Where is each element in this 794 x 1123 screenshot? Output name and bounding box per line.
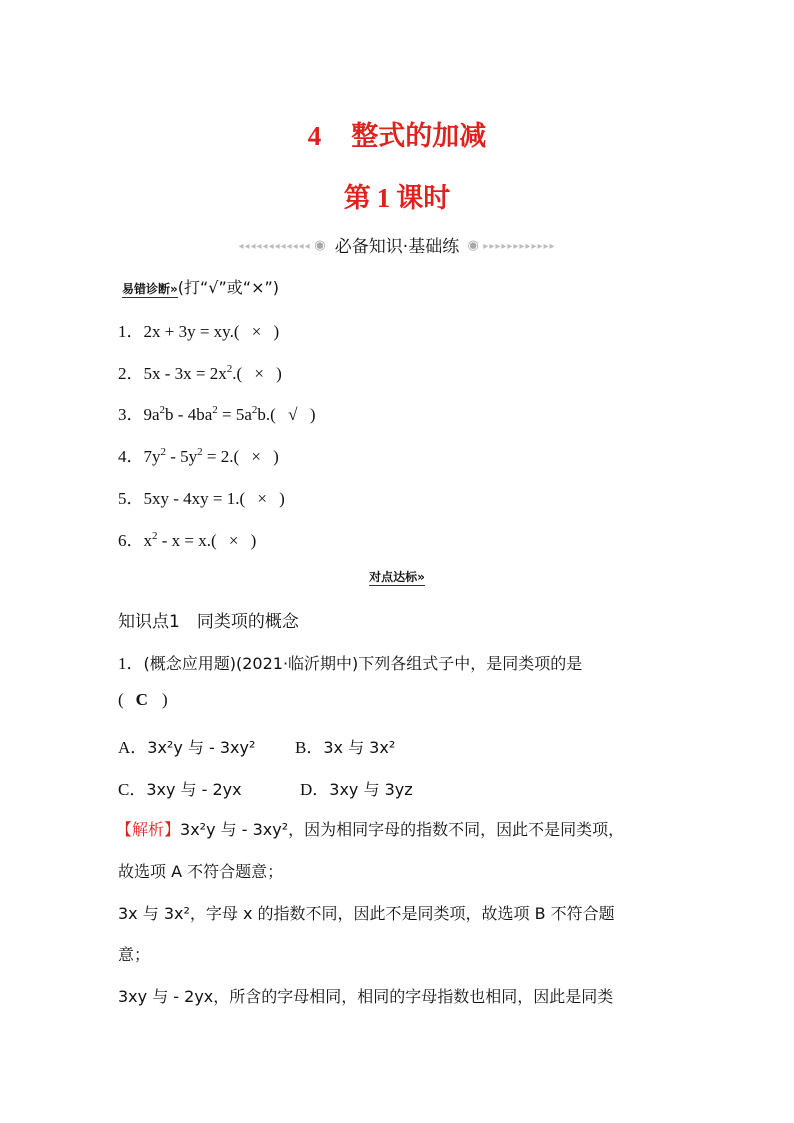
diagnosis-header [122, 275, 279, 298]
option-text: 3xy 与 - 2yx [146, 780, 242, 799]
item-expression: = 5a [217, 405, 252, 424]
item-expression: b.( [257, 405, 276, 424]
lesson-number: 1 [376, 183, 391, 213]
item-exponent: 2 [212, 404, 218, 416]
answer-close: ) [161, 690, 168, 709]
item-expression: .( [232, 364, 243, 383]
chapter-number: 4 [307, 121, 322, 151]
question-text: 下列各组式子中，是同类项的是 [358, 654, 583, 673]
diagnosis-item-4 [118, 442, 279, 467]
item-expression: 9a [143, 405, 160, 424]
item-expression: 5xy - 4xy = 1.( [143, 489, 246, 508]
item-mark: × [251, 322, 262, 341]
item-close: ) [250, 531, 257, 550]
option-a [118, 733, 255, 758]
item-exponent: 2 [159, 404, 166, 416]
item-number: 2． [118, 364, 144, 383]
question-source: (概念应用题)(2021·临沂期中) [143, 654, 359, 673]
item-exponent: 2 [152, 530, 158, 542]
lesson-suffix: 课时 [396, 183, 451, 214]
item-close: ) [273, 322, 280, 341]
item-expression: - 5y [166, 447, 198, 466]
item-expression: 7y [143, 447, 161, 466]
item-mark: √ [288, 405, 298, 424]
item-exponent: 2 [226, 363, 233, 375]
diagnosis-tag: 易错诊断» [122, 282, 178, 296]
item-close: ) [273, 447, 279, 466]
question-answer [118, 690, 168, 710]
lesson-prefix: 第 [343, 183, 371, 214]
diagnosis-instruction: (打“√”或“×”) [177, 278, 280, 297]
item-number: 3． [118, 405, 144, 424]
item-expression: 5x - 3x = 2x [143, 364, 227, 383]
item-exponent: 2 [160, 446, 166, 458]
item-exponent: 2 [197, 446, 203, 458]
analysis-line-4: 意； [118, 945, 151, 964]
item-number: 4． [118, 447, 144, 466]
option-b [295, 733, 395, 758]
item-mark: × [228, 531, 239, 550]
item-number: 5． [118, 489, 144, 508]
analysis-line-5: 3xy 与 - 2yx，所含的字母相同，相同的字母指数也相同，因此是同类 [118, 987, 614, 1006]
analysis-line-2: 故选项 A 不符合题意； [118, 862, 284, 881]
diagnosis-item-1 [118, 317, 279, 342]
item-exponent: 2 [251, 404, 258, 416]
item-close: ) [276, 364, 282, 383]
answer-open: ( [118, 690, 124, 709]
item-close: ) [279, 489, 285, 508]
item-expression: - x = x.( [157, 531, 217, 550]
option-text: 3x²y 与 - 3xy² [147, 738, 256, 757]
diagnosis-item-3 [118, 400, 316, 425]
option-label: B． [295, 738, 324, 757]
item-expression: = 2.( [202, 447, 240, 466]
item-expression: 2x + 3y = xy.( [143, 322, 240, 341]
option-label: D． [300, 780, 330, 799]
question-number: 1． [118, 654, 144, 673]
item-expression: x [143, 531, 152, 550]
item-close: ) [309, 405, 316, 424]
practice-tag: 对点达标» [369, 570, 425, 584]
question-stem [118, 649, 582, 674]
option-d [300, 775, 413, 800]
lesson-title [0, 176, 794, 215]
item-mark: × [251, 447, 261, 466]
item-number: 6． [118, 531, 144, 550]
analysis-line-1 [116, 817, 624, 840]
left-arrow-decoration: ◂◂◂◂◂◂◂◂◂◂◂◂ ◉ [238, 236, 327, 252]
item-mark: × [254, 364, 264, 383]
analysis-label: 【解析】 [116, 820, 181, 839]
knowledge-point: 知识点1 同类项的概念 [118, 612, 299, 632]
analysis-text: 3x²y 与 - 3xy²，因为相同字母的指数不同，因此不是同类项， [180, 820, 625, 839]
analysis-line-3: 3x 与 3x²，字母 x 的指数不同，因此不是同类项，故选项 B 不符合题 [118, 904, 615, 923]
right-arrow-decoration: ◉ ▸▸▸▸▸▸▸▸▸▸▸▸ [467, 236, 556, 252]
chapter-title-text: 整式的加减 [351, 121, 487, 152]
answer-value: C [135, 690, 148, 709]
diagnosis-item-6 [118, 526, 256, 551]
option-text: 3x 与 3x² [323, 738, 396, 757]
practice-header [0, 568, 794, 586]
item-number: 1． [118, 322, 144, 341]
option-text: 3xy 与 3yz [329, 780, 413, 799]
chapter-title [0, 114, 794, 153]
diagnosis-item-5 [118, 484, 285, 509]
item-mark: × [257, 489, 267, 508]
diagnosis-item-2 [118, 359, 282, 384]
option-c [118, 775, 242, 800]
option-label: A． [118, 738, 148, 757]
option-label: C． [118, 780, 147, 799]
section-bar [0, 232, 794, 257]
item-expression: b - 4ba [165, 405, 213, 424]
section-label: 必备知识·基础练 [334, 237, 460, 257]
